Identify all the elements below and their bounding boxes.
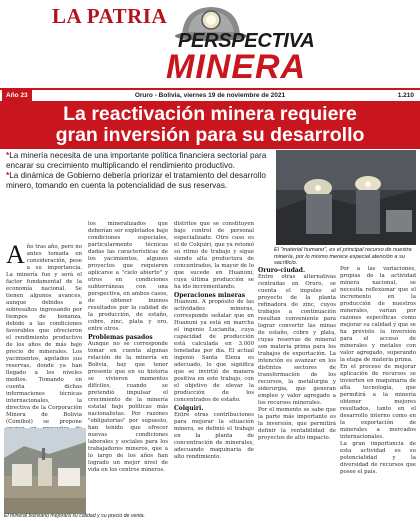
photo-caption-bottom: El mineral boliviano mejorará su calidad y su precio de venta. — [4, 513, 145, 519]
supplement-title-line2: MINERA — [166, 48, 307, 86]
photo-caption-top: El "material humano", es el principal recurso de nuestra minería, por lo mismo merece especial atención a su sacrificio. — [274, 247, 412, 267]
brand-name: LA PATRIA — [52, 4, 168, 28]
miners-photo — [276, 150, 416, 245]
summary-point: *La minería necesita de una importante política financiera sectorial para encarar su crecimiento multiplicando el rendimiento productivo. — [6, 151, 267, 170]
article-column-4: Oruro-ciudad. Entre otras alternativas centradas en Oruro, se cuenta el impulso al proyecto de la planta refinadora de zinc, cuyos trabajos a continuación resultan conveniente para lograr convertir las minas de estaño, cobre y plata, cuyas reservas de mineral son materia prima para los trabajos de exportación. La intención es avanzar en los distintos sectores de transformación de los recursos, la metalurgia y siderurgia, que generan empleo y valor agregado a los recursos minerales. Por el momento se sabe que la parte más importante es la inversión, que permitirá definir la rentabilidad de proyectos de alto impacto. — [258, 267, 336, 441]
subheading: Colquiri. — [174, 405, 204, 412]
headline-line1: La reactivación minera requiere — [63, 103, 357, 125]
mining-plant-photo — [4, 428, 86, 514]
summary-point: *La dinámica de Gobierno debería priorizar el tratamiento del desarrollo minero, tomando en cuenta la potencialidad de sus reservas. — [6, 171, 266, 190]
subheading: Oruro-ciudad. — [258, 267, 306, 274]
subheading: Operaciones mineras — [174, 292, 246, 299]
date-bar — [0, 90, 420, 101]
article-column-5: Por a las variaciones, propias de la actividad minera nacional, se necesita reflexionar que el incremento en la producción de nuestros minerales, varían por razones específicas como mejorar su calidad y que se ha previsto la inversión para el acceso de minerales y metales con valor agregado, superando la etapa de materia prima. En el proceso de mejorar aplicación de recursos se invierten en maquinaria de alta tecnología, que permitirá a la minería obtener mejores resultados, tanto en el desarrollo interno como en la exportación de minerales a mercados internacionales. La gran importancia de esta actividad es su potencialidad y la diversidad de recursos que posee el país. — [340, 266, 416, 475]
headline-line2: gran inversión para su desarrollo — [55, 124, 365, 146]
subheading: Problemas pasados — [88, 334, 153, 341]
drop-cap: A — [6, 240, 25, 269]
issue-date: Oruro - Bolivia, viernes 19 de noviembre de 2021 — [134, 92, 286, 99]
issue-number: 1.210 — [397, 92, 414, 99]
year-badge: Año 23 — [2, 90, 32, 101]
article-column-1: A ño tras año, pero no antes tomada en consideración, pese a su importancia. La minería fue y será el factor fundamental de la economía nacional. Se tienen algunos avances, aunque debidos a sobresaltos ingresando por tiempos de bonanza, debido a las condiciones favorables que ofrecieron el rendimiento productivo de los años de más bajo precio de minerales. Los yacimientos, agotados sus reservas, donde ya han llegado a los niveles medios. Tomando en cuenta dichas informaciones técnicas internacionales, la directiva de la Corporación Minera de Bolivia (Comibol) se propone — [6, 240, 82, 425]
article-column-2: los mineralizados que deberían ser explotados bajo condiciones especiales, particularmente técnicas dadas las características de los yacimientos, algunos proyectos que requieren aplicarse a "cielo abierto" y otros en condiciones subterráneas con una perspectiva, en ambos casos, de obtener buenos resultados por la calidad de la producción, de estaño, cobre, zinc, plata y oro, entre otros. Problemas pasados Aunque no se corresponde tomar en cuenta algunas relación de la minería en Bolivia, hay que tener presente que en su historia se vivieron momentos difíciles, cuando se pretendió impulsar el crecimiento de la minería estatal bajo políticas más nacionalistas. Por razones "obligatorias" por supuesto, han tenido que ofrecer nuevas condiciones laborales y sociales para los trabajadores mineros, que a lo largo de los años han logrado un mejor nivel de vida en los centros mineros. — [88, 221, 168, 473]
article-column-3: distritos que se constituyen bajo control de personal especializado. Otro caso es el de Colquiri, que ya retomó su ritmo de trabajo y sigue siendo alta productora de concentrados, la mayor de lo que sucede en Huanuni, cuya última producción se ha ido incrementando. Operaciones mineras Huanuni. A propósito de las actividades mineras, corresponde señalar que en Huanuni ya está en marcha el ingenio Lucianita, cuya capacidad de producción está calculada en 3.000 toneladas por día. El actual ingenio Santa Elena es adecuado, lo que significa que se invirtió de manera positiva en este trabajo, con el objetivo de elevar la producción de los concentrados de estaño. Colquiri. Entre otras contribuciones para mejorar la situación minera, se definió el trabajo en la planta de concentración de minerales, adecuando maquinaria de alto rendimiento. — [174, 221, 254, 460]
main-headline — [0, 101, 420, 149]
supplement-title-line1: PERSPECTIVA — [178, 30, 315, 52]
summary-block — [6, 151, 274, 191]
